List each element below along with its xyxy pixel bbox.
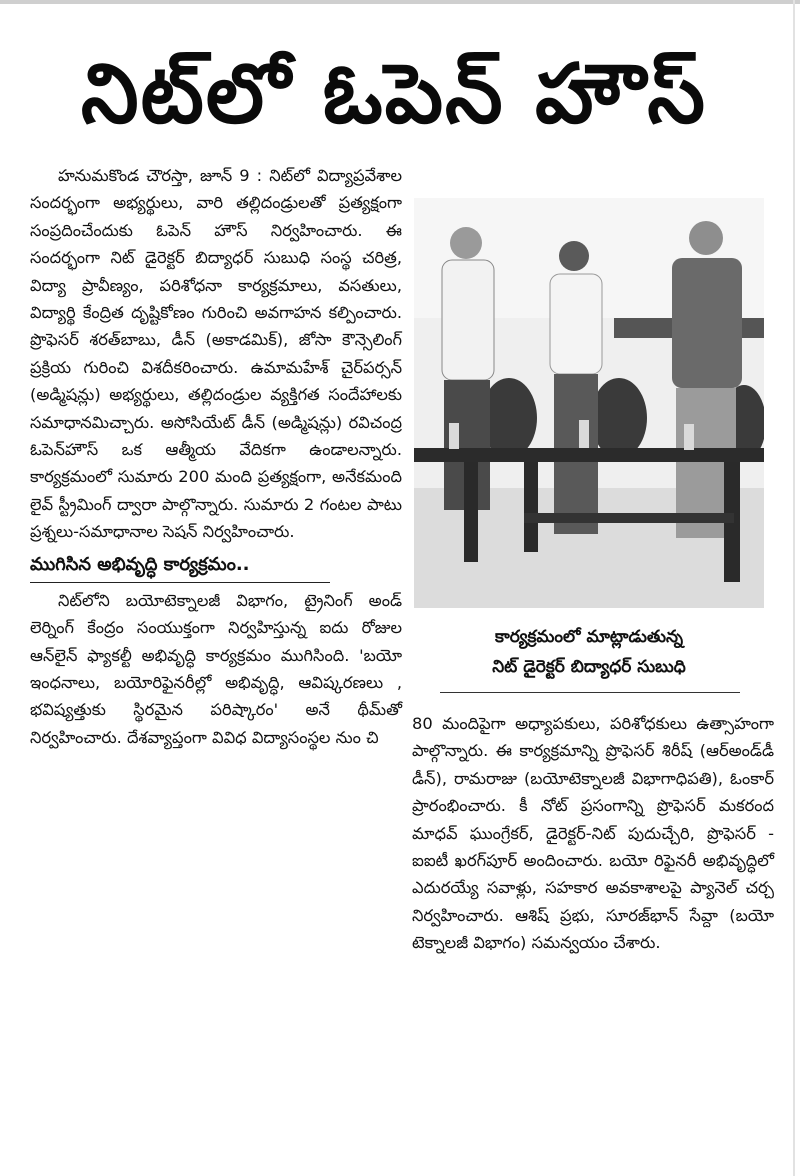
photo-caption: [414, 622, 764, 682]
article-column-left: [30, 162, 402, 751]
top-border-rule: [0, 0, 800, 4]
caption-divider: [440, 692, 740, 693]
fdp-paragraph-right: 80 మందిపైగా అధ్యాపకులు, పరిశోధకులు ఉత్సాహంగా పాల్గొన్నారు. ఈ కార్యక్రమాన్ని ప్రొఫెసర్ శిరీష్ (ఆర్‌అండ్‌డీ డీన్), రామరాజు (బయోటెక్నాలజీ విభాగాధిపతి), ఓంకార్ ప్రారంభించారు. కీ నోట్ ప్రసంగాన్ని ప్రొఫెసర్ మకరంద మాధవ్ ఘుంగ్రేకర్, డైరెక్టర్-నిట్ పుదుచ్చేరి, ప్రొఫెసర్ - ఐఐటీ ఖరగ్‌పూర్ అందించారు. బయో రిఫైనరీ అభివృద్ధిలో ఎదురయ్యే సవాళ్లు, సహకార అవకాశాలపై ప్యానెల్ చర్చ నిర్వహించారు. ఆశిష్ ప్రభు, సూరజ్‌భాన్ సేవ్దా (బయో టెక్నాలజీ విభాగం) సమన్వయం చేశారు.: [412, 714, 774, 953]
news-photo: [414, 198, 764, 608]
photo-caption-line2: నిట్ డైరెక్టర్ బిద్యాధర్ సుబుధి: [492, 657, 686, 677]
subheading-underline: [30, 582, 330, 583]
fdp-paragraph-left: నిట్‌లోని బయోటెక్నాలజీ విభాగం, ట్రైనింగ్ అండ్ లెర్నింగ్ కేంద్రం సంయుక్తంగా నిర్వహిస్తున్న ఐదు రోజుల ఆన్‌లైన్ ఫ్యాకల్టీ అభివృద్ధి కార్యక్రమం ముగిసింది. 'బయో ఇంధనాలు, బయోరిఫైనరీల్లో అభివృద్ధి, ఆవిష్కరణలు , భవిష్యత్తుకు స్థిరమైన పరిష్కారం' అనే థీమ్‌తో నిర్వహించారు. దేశవ్యాప్తంగా వివిధ విద్యాసంస్థల నుం చి: [30, 590, 402, 747]
photo-caption-line1: కార్యక్రమంలో మాట్లాడుతున్న: [494, 627, 684, 647]
dateline-paragraph: హనుమకొండ చౌరస్తా, జూన్ 9 : నిట్‌లో విద్యాప్రవేశాల సందర్భంగా అభ్యర్థులు, వారి తల్లిదండ్రులతో ప్రత్యక్షంగా సంప్రదించేందుకు ఓపెన్ హౌస్ నిర్వహించారు. ఈ సందర్భంగా నిట్ డైరెక్టర్ బిద్యాధర్ సుబుధి సంస్థ చరిత్ర, విద్యా ప్రావీణ్యం, పరిశోధనా కార్యక్రమాలు, వసతులు, విద్యార్థి కేంద్రిత దృష్టికోణం గురించి అవగాహన కల్పించారు. ప్రొఫెసర్ శరత్‌బాబు, డీన్ (అకాడమిక్), జోసా కౌన్సెలింగ్ ప్రక్రియ గురించి విశదీకరించారు. ఉమామహేశ్ చైర్‌పర్సన్ (అడ్మిషన్లు) అభ్యర్థులు, తల్లిదండ్రుల వ్యక్తిగత సందేహాలకు సమాధానమిచ్చారు. అసోసియేట్ డీన్ (అడ్మిషన్లు) రవిచంద్ర ఓపెన్‌హౌస్ ఒక ఆత్మీయ వేదికగా ఉండాలన్నారు. కార్యక్రమంలో సుమారు 200 మంది ప్రత్యక్షంగా, అనేకమంది లైవ్ స్ట్రీమింగ్ ద్వారా పాల్గొన్నారు. సుమారు 2 గంటల పాటు ప్రశ్నలు-సమాధానాల సెషన్ నిర్వహించారు.: [30, 166, 402, 542]
photo-illustration: [414, 198, 764, 608]
page-edge-rule: [793, 0, 795, 1176]
subheading: ముగిసిన అభివృద్ధి కార్యక్రమం..: [30, 553, 250, 575]
article-column-right: [412, 710, 774, 957]
headline: నిట్‌లో ఓపెన్ హౌస్: [80, 47, 707, 142]
